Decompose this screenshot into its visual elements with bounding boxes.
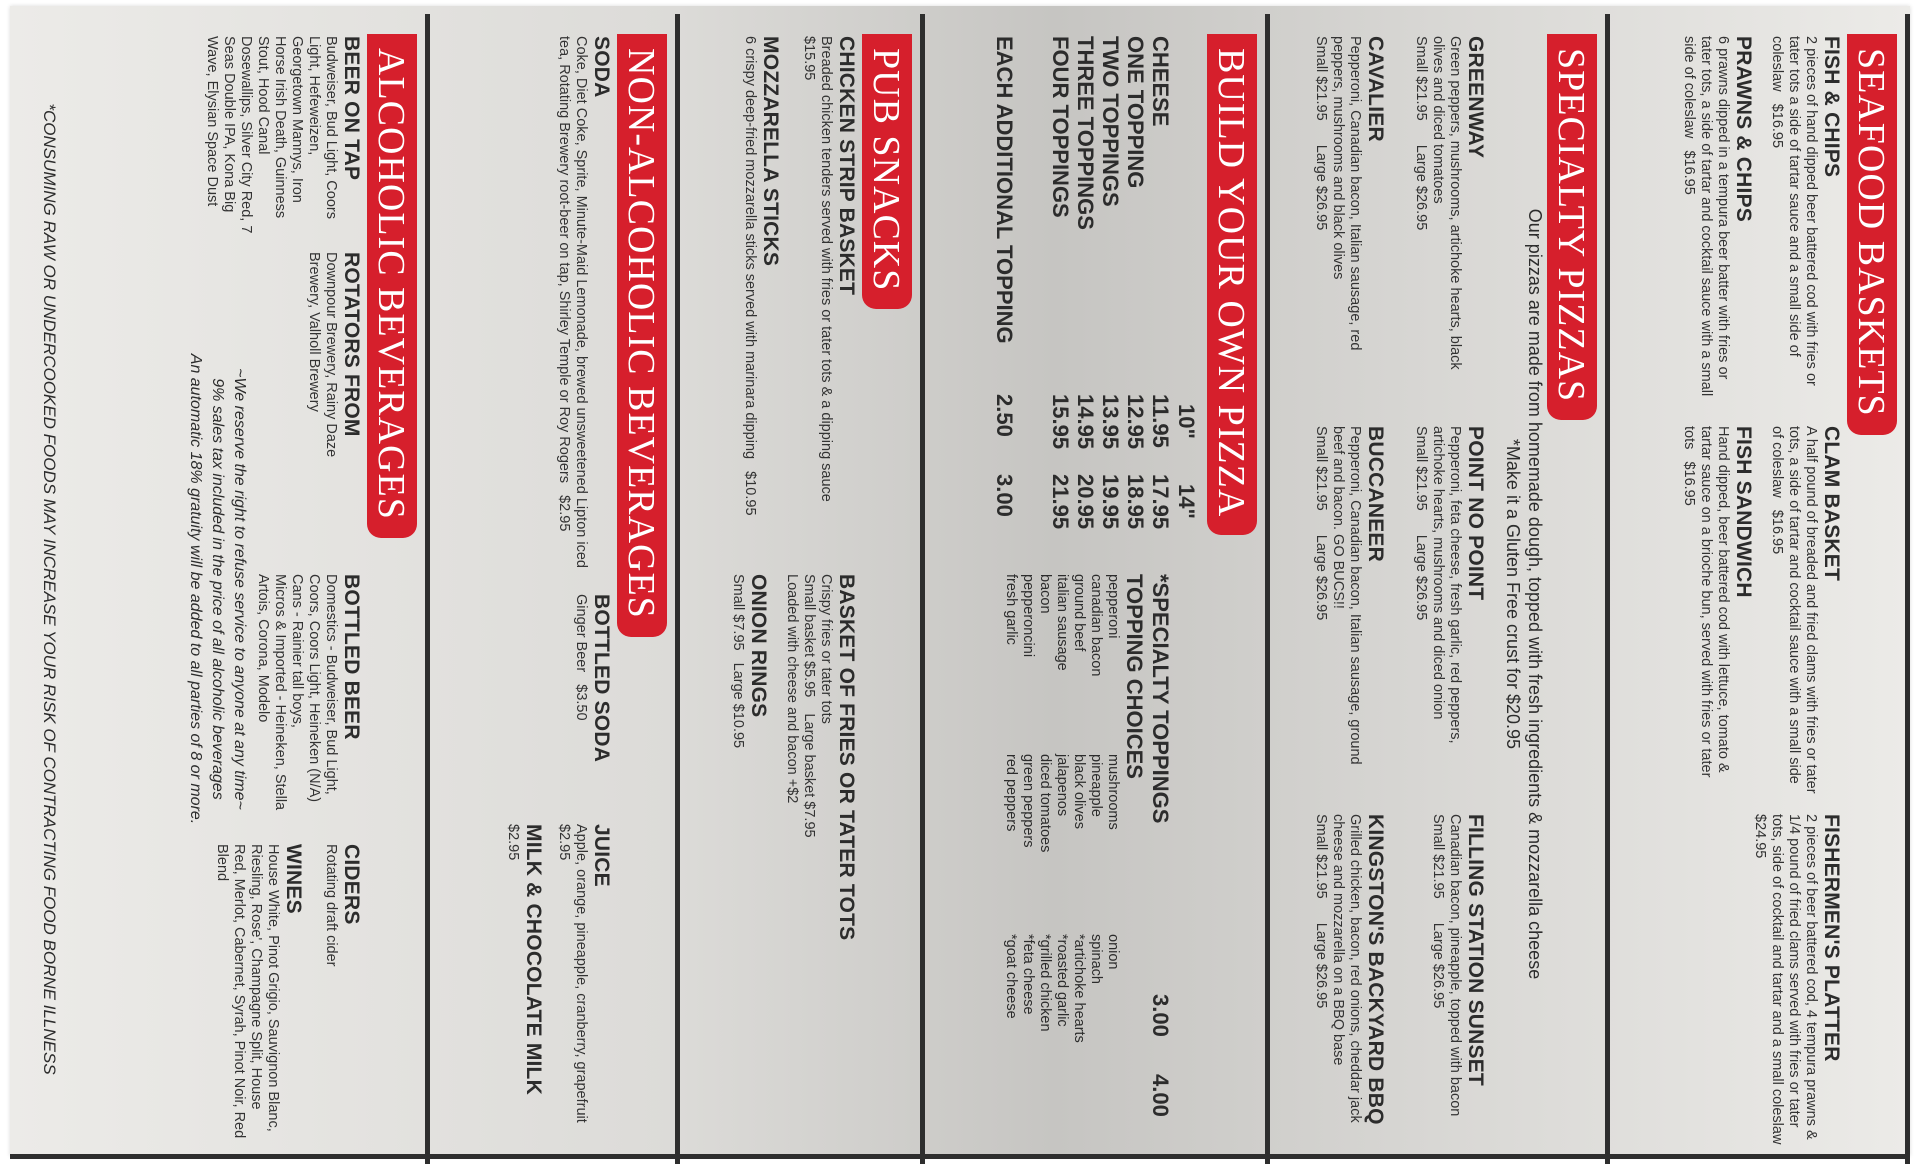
item-desc: Small $7.95 Large $10.95: [730, 574, 746, 749]
topping: pineapple: [1088, 754, 1104, 817]
topping: spinach: [1088, 934, 1104, 984]
item-name: BOTTLED BEER: [340, 574, 363, 740]
policy-notes: [184, 114, 250, 1064]
specialty-intro: Our pizzas are made from homemade dough, topped with fresh ingredients & mozzarella cheese: [1525, 208, 1545, 980]
byo-row-small: 15.95: [1048, 394, 1073, 450]
item-name: ONION RINGS: [747, 574, 770, 718]
item-price: Small $21.95 Large $26.95: [1313, 36, 1329, 231]
topping: italian sausage: [1054, 574, 1070, 671]
specialty-banner: SPECIALTY PIZZAS: [1547, 34, 1597, 420]
item-name: PRAWNS & CHIPS: [1732, 36, 1755, 222]
item-desc: $2.95: [505, 824, 521, 861]
topping: ground beef: [1071, 574, 1087, 652]
gratuity-note: An automatic 18% gratuity will be added to all parties of 8 or more.: [187, 353, 204, 825]
item-desc: A half pound of breaded and fried clams with fries or tater tots, a side of tartar and cocktail sauce with a small side of coleslaw $16.95: [1769, 426, 1819, 798]
item-name: CLAM BASKET: [1820, 426, 1843, 582]
topping: pepperoni: [1105, 574, 1121, 639]
item-desc: Budweiser, Bud Light, Coors Light, Hefeweizen, Georgetown Mannys, Iron Horse Irish Death, Guinness Stout, Hood Canal Dosewallips, Silver City Red, 7 Seas Double IPA, Kona Big Wave, Elysian Space Dust: [204, 36, 339, 238]
item-desc: 6 crispy deep-fried mozzarella sticks served with marinara dipping $10.95: [742, 36, 758, 516]
gluten-free-note: *Make it a Gluten Free crust for $20.95: [1503, 438, 1523, 750]
item-price: Small $21.95 Large $26.95: [1413, 36, 1429, 231]
byo-row-large: 21.95: [1048, 474, 1073, 530]
item-desc: Domestics - Budweiser, Bud Light, Coors, Coors Light, Heineken (N/A) Cans - Rainier tall boys, Micros & Imported - Heineken, Stella Artois, Corona, Modelo: [255, 574, 339, 811]
item-name: WINES: [282, 844, 305, 914]
byo-row-label: ONE TOPPING: [1123, 36, 1148, 189]
topping: *feta cheese: [1020, 934, 1036, 1015]
topping-list-3: [1002, 934, 1121, 1094]
item-price: Small $21.95 Large $26.95: [1413, 426, 1429, 621]
topping: onion: [1105, 934, 1121, 970]
item-desc: Crispy fries or tater tots Small basket $5.95 Large basket $7.95 Loaded with cheese and bacon +$2: [784, 574, 834, 838]
item-name: SODA: [590, 36, 613, 98]
item-name: BUCCANEER: [1364, 426, 1387, 562]
topping: *roasted garlic: [1054, 934, 1070, 1027]
menu-item: [800, 36, 858, 556]
menu-item: [1312, 36, 1387, 406]
topping-list-2: [1002, 754, 1121, 894]
menu-item: [1751, 814, 1843, 1157]
alc-block: [125, 14, 430, 1164]
menu-item: [1312, 814, 1387, 1154]
item-name: FISH & CHIPS: [1820, 36, 1843, 178]
item-desc: Apple, orange, pineapple, cranberry, grapefruit $2.95: [556, 824, 589, 1135]
alc-banner: ALCOHOLIC BEVERAGES: [367, 34, 417, 538]
item-desc: Downpour Brewery, Rainy Daze Brewery, Valholl Brewery: [306, 252, 339, 462]
topping: bacon: [1037, 574, 1053, 614]
menu-page: [10, 14, 1910, 1164]
item-name: FISH SANDWICH: [1732, 426, 1755, 598]
item-desc: Coke, Diet Coke, Sprite, Minute-Maid Lemonade, brewed unsweetened Lipton iced tea, Rotating Brewery root-beer on tap, Shirley Temple or Roy Rogers $2.95: [556, 36, 589, 572]
menu-item: [783, 574, 858, 1134]
nonalc-block: [475, 14, 680, 1164]
menu-paper: [10, 6, 1910, 1156]
byo-row-small: 13.95: [1098, 394, 1123, 450]
menu-item: [729, 574, 770, 1134]
item-name: BASKET OF FRIES OR TATER TOTS: [835, 574, 858, 941]
item-name: GREENWAY: [1464, 36, 1487, 159]
item-name: FILLING STATION SUNSET: [1464, 814, 1487, 1086]
size-small-header: 10": [1174, 404, 1199, 439]
item-name: MILK & CHOCOLATE MILK: [522, 824, 545, 1095]
menu-item: [1768, 36, 1843, 406]
size-large-header: 14": [1174, 484, 1199, 519]
item-desc: Pepperoni, Canadian bacon, Italian sausage, red peppers, mushrooms and black olives: [1330, 36, 1363, 351]
item-name: BEER ON TAP: [340, 36, 363, 181]
each-topping-large: 3.00: [992, 474, 1017, 517]
menu-item: [1680, 36, 1755, 406]
seafood-banner: SEAFOOD BASKETS: [1847, 34, 1897, 435]
byo-row-label: CHEESE: [1148, 36, 1173, 127]
byo-row-large: 20.95: [1073, 474, 1098, 530]
item-name: CAVALIER: [1364, 36, 1387, 142]
item-desc: Green peppers, mushrooms, artichoke hearts, black olives and diced tomatoes: [1430, 36, 1463, 370]
menu-item: [1412, 36, 1487, 406]
topping: canadian bacon: [1088, 574, 1104, 677]
byo-row-label: FOUR TOPPINGS: [1048, 36, 1073, 218]
item-desc: Breaded chicken tenders served with fries or tater tots & a dipping sauce $15.95: [801, 36, 834, 514]
topping: mushrooms: [1105, 754, 1121, 830]
item-name: CIDERS: [340, 844, 363, 925]
byo-row-small: 14.95: [1073, 394, 1098, 450]
topping: diced tomatoes: [1037, 754, 1053, 853]
menu-item: [1768, 426, 1843, 796]
item-name: CHICKEN STRIP BASKET: [835, 36, 858, 296]
menu-item: [1680, 426, 1755, 796]
menu-item: [1412, 426, 1487, 796]
topping: *goat cheese: [1003, 934, 1019, 1019]
item-name: KINGSTON'S BACKYARD BBQ: [1364, 814, 1387, 1125]
item-desc: Rotating draft cider: [323, 844, 339, 967]
item-desc: Canadian bacon, pineapple, topped with bacon: [1447, 814, 1463, 1117]
topping: green peppers: [1020, 754, 1036, 848]
topping: jalapenos: [1054, 754, 1070, 817]
pub-block: [690, 14, 925, 1164]
menu-item: [572, 594, 613, 804]
byo-row-small: 12.95: [1123, 394, 1148, 450]
item-desc: 2 pieces of hand dipped beer battered cod with fries or tater tots a side of tartar sauce and a small side of coleslaw $16.95: [1769, 36, 1819, 390]
each-topping-small: 2.50: [992, 394, 1017, 437]
nonalc-banner: NON-ALCOHOLIC BEVERAGES: [617, 34, 667, 637]
item-name: MOZZARELLA STICKS: [759, 36, 782, 267]
byo-row-large: 19.95: [1098, 474, 1123, 530]
item-price: Small $21.95 Large $26.95: [1430, 814, 1446, 1009]
byo-row-large: 17.95: [1148, 474, 1173, 530]
menu-item: [1429, 814, 1487, 1154]
item-desc: House White, Pinot Grigio, Sauvignon Blanc, Riesling, Rose', Champagne Split, House Red, Merlot, Cabernet, Syrah, Pinot Noir, Red Blend: [214, 844, 281, 1143]
specialty-block: [1285, 14, 1610, 1164]
menu-item: [555, 36, 613, 576]
item-name: JUICE: [590, 824, 613, 887]
byo-block: [925, 14, 1270, 1164]
sales-tax-note: 9% sales tax included in the price of all alcoholic beverages: [209, 378, 226, 800]
seafood-block: [1681, 14, 1910, 1164]
topping: *artichoke hearts: [1071, 934, 1087, 1043]
item-desc: Hand dipped, beer battered cod with lettuce, tomato & tartar sauce on a brioche bun, served with fries or tater tots $16.95: [1681, 426, 1731, 782]
topping-choices-title: TOPPING CHOICES: [1122, 574, 1147, 779]
menu-item: [305, 252, 363, 462]
topping: red peppers: [1003, 754, 1019, 832]
specialty-toppings-label: *SPECIALTY TOPPINGS: [1148, 574, 1173, 824]
byo-row-small: 11.95: [1148, 394, 1173, 448]
menu-item: [254, 574, 363, 824]
byo-banner: BUILD YOUR OWN PIZZA: [1207, 34, 1257, 535]
item-name: BOTTLED SODA: [590, 594, 613, 763]
consumption-warning: *CONSUMING RAW OR UNDERCOOKED FOODS MAY INCREASE YOUR RISK OF CONTRACTING FOOD BORNE ILLNESS: [40, 103, 59, 1075]
item-price: Small $21.95 Large $26.95: [1313, 814, 1329, 1009]
menu-item: [504, 824, 545, 1144]
menu-item: [322, 844, 363, 1144]
topping: pepperoncini: [1020, 574, 1036, 658]
each-topping-label: EACH ADDITIONAL TOPPING: [992, 36, 1017, 344]
menu-item: [555, 824, 613, 1144]
item-name: ROTATORS FROM: [340, 252, 363, 437]
topping-list-1: [1002, 574, 1121, 714]
menu-item: [741, 36, 782, 556]
item-desc: Grilled chicken, bacon, red onions, cheddar jack cheese and mozzarella on a BBQ base: [1330, 814, 1363, 1123]
item-price: Small $21.95 Large $26.95: [1313, 426, 1329, 621]
topping: fresh garlic: [1003, 574, 1019, 645]
topping: *grilled chicken: [1037, 934, 1053, 1032]
item-name: FISHERMEN'S PLATTER: [1820, 814, 1843, 1062]
byo-row-label: TWO TOPPINGS: [1098, 36, 1123, 207]
specialty-toppings-large: 4.00: [1148, 1074, 1173, 1117]
menu-content: [10, 14, 1910, 1164]
byo-row-label: THREE TOPPINGS: [1073, 36, 1098, 230]
item-desc: 2 pieces of beer battered cod, 4 tempura prawns & 1/4 pound of fried clams served with fries or tater tots, side of cocktail and tartar and a small coleslaw $24.95: [1752, 814, 1819, 1157]
item-name: POINT NO POINT: [1464, 426, 1487, 601]
menu-item: [1312, 426, 1387, 796]
item-desc: 6 prawns dipped in a tempura beer batter with fries or tater tots, a side of tartar and cocktail sauce with a small side of coleslaw $16.95: [1681, 36, 1731, 401]
topping: black olives: [1071, 754, 1087, 829]
byo-row-large: 18.95: [1123, 474, 1148, 530]
item-desc: Pepperoni, feta cheese, fresh garlic, red peppers, artichoke hearts, mushrooms and diced onion: [1430, 426, 1463, 744]
specialty-toppings-small: 3.00: [1148, 994, 1173, 1037]
refuse-service-note: ~We reserve the right to refuse service to anyone at any time~: [231, 368, 248, 810]
item-desc: Ginger Beer $3.50: [573, 594, 589, 721]
item-desc: Pepperoni, Canadian bacon, Italian sausage, ground beef and bacon. GO BUCS!!: [1330, 426, 1363, 765]
pub-banner: PUB SNACKS: [862, 34, 912, 309]
